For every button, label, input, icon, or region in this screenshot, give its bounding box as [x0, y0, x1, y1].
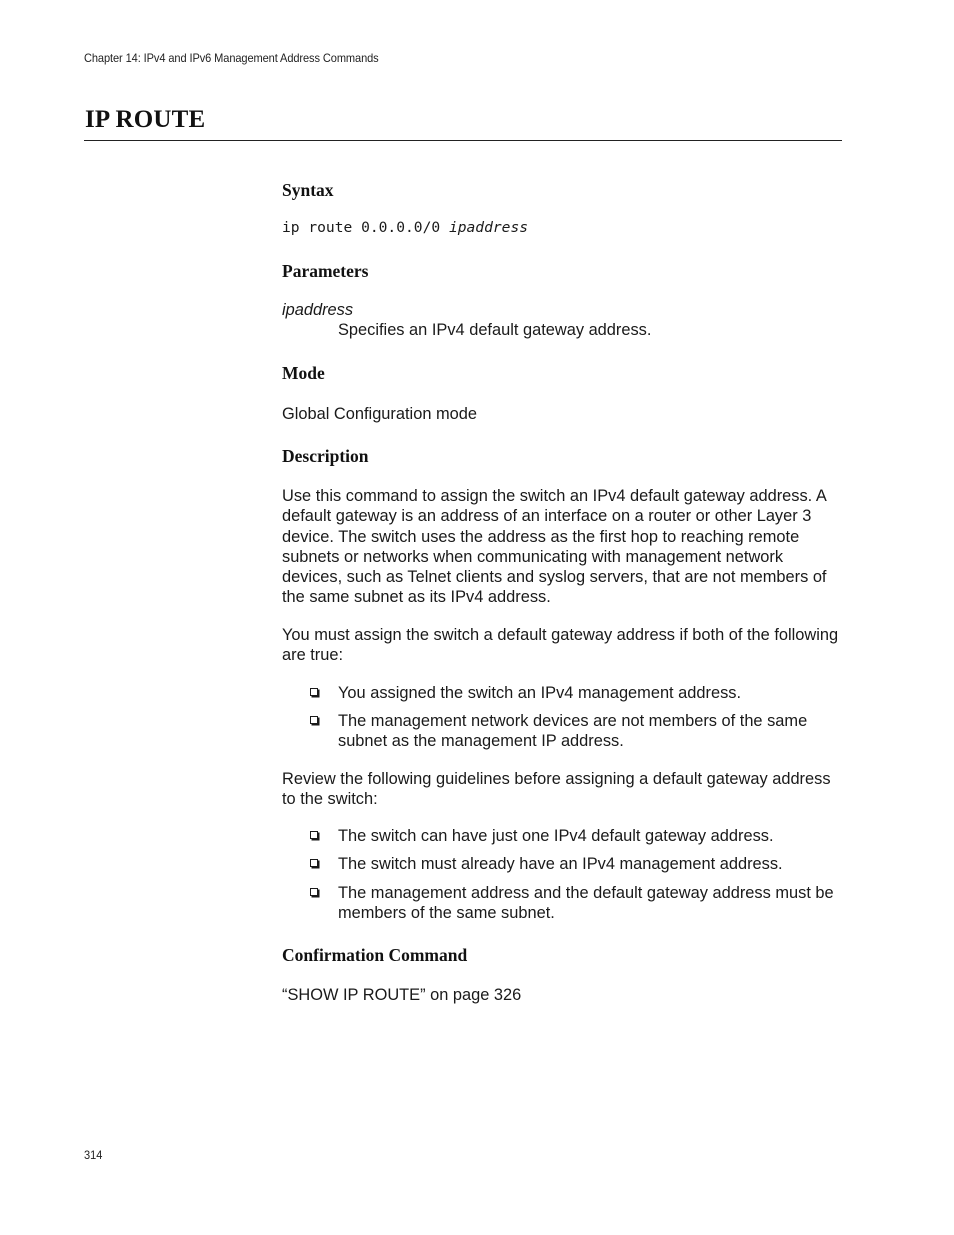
checkbox-bullet-icon — [310, 859, 318, 867]
mode-text: Global Configuration mode — [282, 405, 477, 423]
checkbox-bullet-icon — [310, 688, 318, 696]
description-heading: Description — [282, 446, 369, 466]
page-number: 314 — [84, 1148, 103, 1162]
description-paragraph-1: Use this command to assign the switch an IPv4 default gateway address. A default gateway is an address of an interface on a router or other Layer 3 device. The switch uses the address as the first hop to reaching remote subnets or networks when communicating with management network devices, such as Telnet clients and syslog servers, that are not members of the same subnet as its IPv4 address. — [282, 487, 827, 607]
description-paragraph-3: Review the following guidelines before assigning a default gateway address to the switch: — [282, 770, 831, 809]
list-item-text: The switch can have just one IPv4 default gateway address. — [338, 827, 774, 845]
parameters-heading: Parameters — [282, 261, 369, 281]
syntax-command-text: ip route 0.0.0.0/0 — [282, 219, 449, 236]
confirmation-link[interactable]: “SHOW IP ROUTE” on page 326 — [282, 986, 522, 1004]
list-item-text: The switch must already have an IPv4 management address. — [338, 855, 783, 873]
syntax-argument: ipaddress — [448, 219, 529, 236]
syntax-heading: Syntax — [282, 180, 334, 200]
checkbox-bullet-icon — [310, 831, 318, 839]
mode-heading: Mode — [282, 363, 325, 383]
list-item-text: You assigned the switch an IPv4 management address. — [338, 684, 742, 702]
list-item-text: The management address and the default gateway address must be members of the same subnet. — [338, 884, 834, 923]
checkbox-bullet-icon — [310, 888, 318, 896]
description-paragraph-2: You must assign the switch a default gateway address if both of the following are true: — [282, 626, 839, 665]
list-item-text: The management network devices are not members of the same subnet as the management IP address. — [338, 712, 808, 751]
title-rule — [84, 140, 842, 141]
checkbox-bullet-icon — [310, 716, 318, 724]
syntax-command — [282, 219, 528, 236]
page-title: IP ROUTE — [85, 106, 206, 133]
parameter-name: ipaddress — [282, 301, 354, 319]
parameter-description: Specifies an IPv4 default gateway address. — [338, 321, 652, 339]
running-header: Chapter 14: IPv4 and IPv6 Management Address Commands — [84, 51, 379, 65]
confirmation-heading: Confirmation Command — [282, 945, 468, 965]
